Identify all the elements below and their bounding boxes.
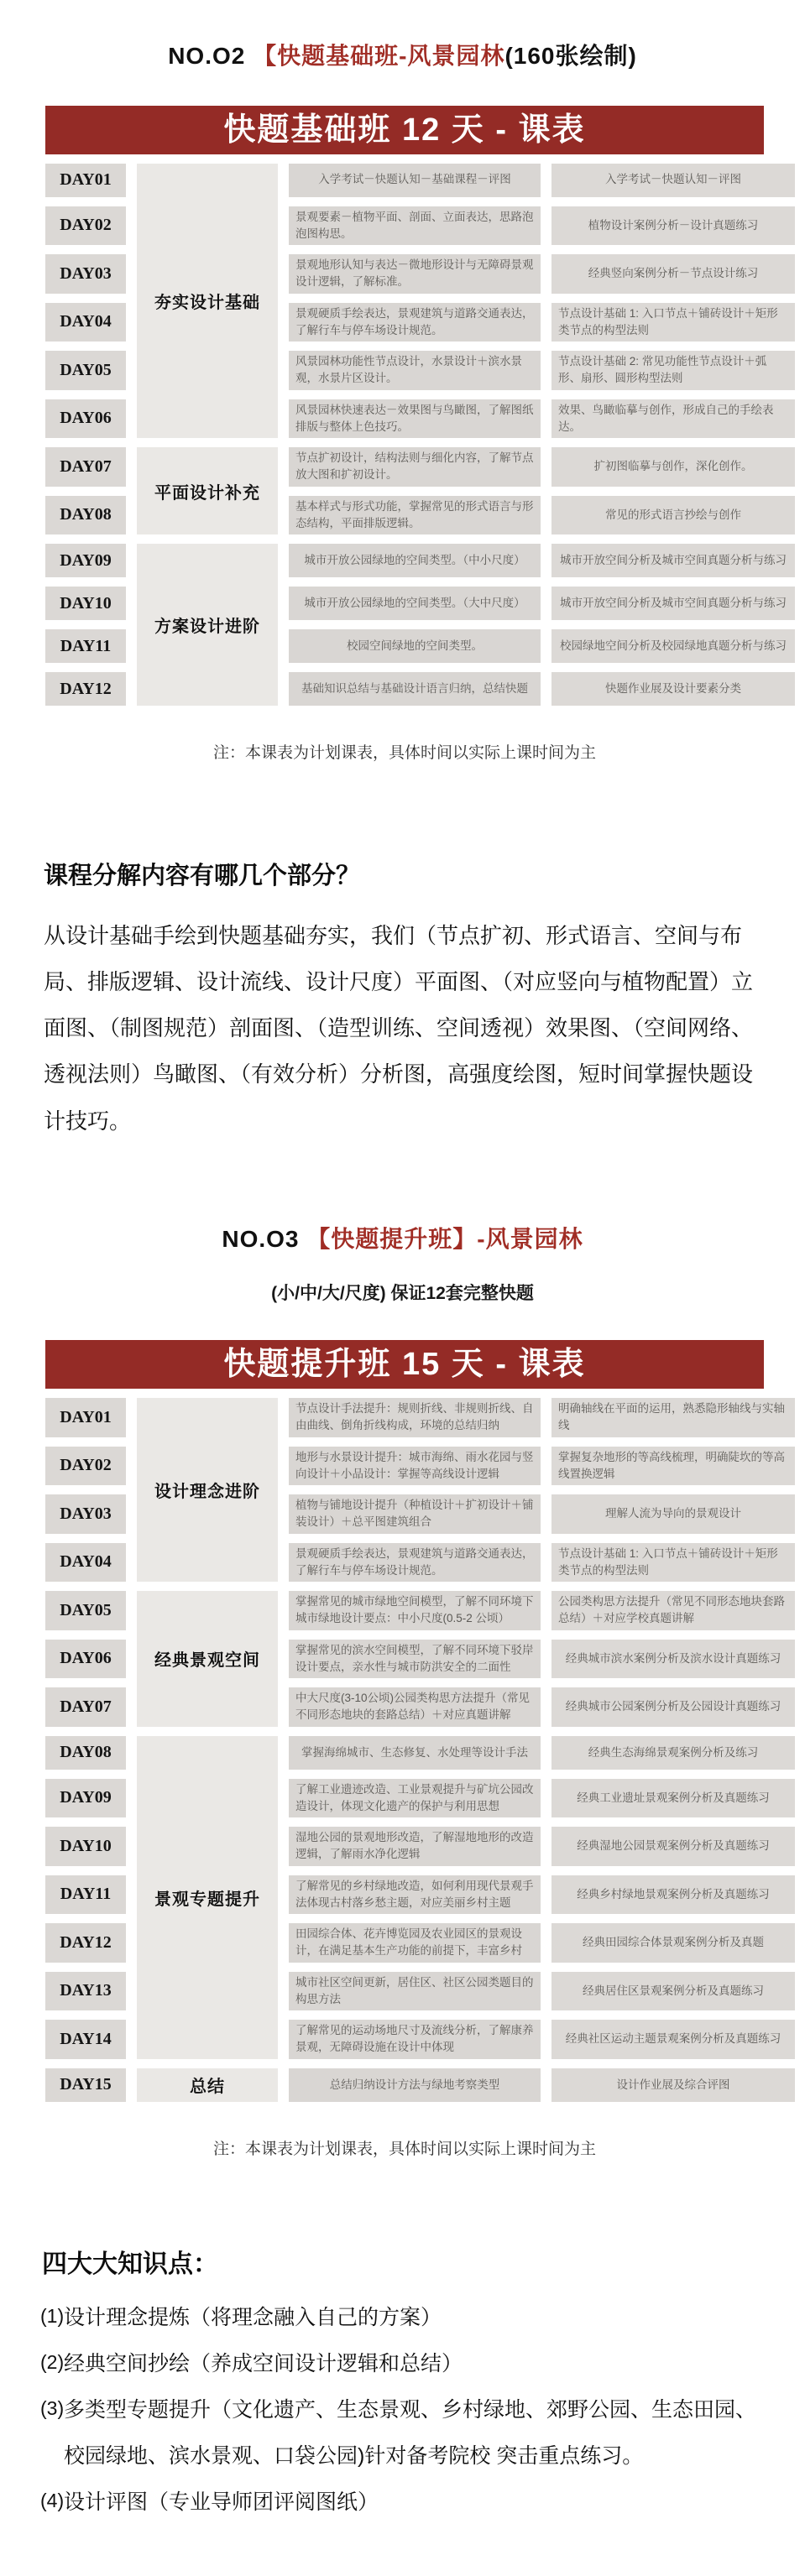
basic-class-title-main: 【快题基础班-风景园林 (253, 43, 505, 69)
lecture-content-cell: 城市社区空间更新，居住区、社区公园类题目的构思方法 (289, 1972, 541, 2011)
practice-content-cell: 经典田园综合体景观案例分析及真题 (551, 1923, 795, 1963)
lecture-content-cell: 节点设计手法提升：规则折线、非规则折线、自由曲线、倒角折线构成，环境的总结归纳 (289, 1398, 541, 1437)
practice-content-cell: 快题作业展及设计要素分类 (551, 672, 795, 706)
day-label-cell: DAY10 (45, 587, 126, 620)
day-label-cell: DAY06 (45, 1640, 126, 1679)
phase-label-cell: 平面设计补充 (137, 447, 278, 534)
practice-content-cell: 经典社区运动主题景观案例分析及真题练习 (551, 2020, 795, 2059)
day-label-cell: DAY08 (45, 496, 126, 535)
practice-content-cell: 节点设计基础 1: 入口节点＋铺砖设计＋矩形类节点的构型法则 (551, 303, 795, 342)
advanced-class-title-prefix: NO.O3 (222, 1225, 307, 1252)
course-table-row (45, 1398, 795, 1437)
lecture-content-cell: 了解常见的乡村绿地改造，如何利用现代景观手法体现古村落乡愁主题，对应美丽乡村主题 (289, 1875, 541, 1915)
lecture-content-cell: 中大尺度(3-10公顷)公园类构思方法提升（常见不同形态地块的套路总结）＋对应真题讲解 (289, 1687, 541, 1727)
practice-content-cell: 植物设计案例分析－设计真题练习 (551, 206, 795, 246)
lecture-content-cell: 风景园林快速表达－效果图与鸟瞰图，了解图纸排版与整体上色技巧。 (289, 399, 541, 439)
phase-label-cell: 景观专题提升 (137, 1736, 278, 2059)
practice-content-cell: 设计作业展及综合评图 (551, 2068, 795, 2102)
knowledge-point-text: 设计理念提炼（将理念融入自己的方案） (64, 2305, 442, 2329)
advanced-course-table (34, 1389, 805, 2111)
basic-table-note: 注：本课表为计划课表，具体时间以实际上课时间为主 (212, 744, 596, 763)
knowledge-point-text: 设计评图（专业导师团评阅图纸） (64, 2490, 379, 2514)
day-label-cell: DAY03 (45, 254, 126, 294)
practice-content-cell: 经典城市滨水案例分析及滨水设计真题练习 (551, 1640, 795, 1679)
advanced-class-title (0, 1145, 805, 1254)
lecture-content-cell: 掌握常见的城市绿地空间模型，了解不同环境下城市绿地设计要点：中小尺度(0.5-2 公顷） (289, 1591, 541, 1630)
practice-content-cell: 城市开放空间分析及城市空间真题分析与练习 (551, 544, 795, 577)
course-breakdown-paragraph: 从设计基础手绘到快题基础夯实，我们（节点扩初、形式语言、空间与布局、排版逻辑、设计流线、设计尺度）平面图、（对应竖向与植物配置）立面图、（制图规范）剖面图、（造型训练、空间透视）效果图、（空间网络、透视法则）鸟瞰图、（有效分析）分析图，高强度绘图，短时间掌握快题设计技巧。 (44, 923, 754, 1134)
day-label-cell: DAY05 (45, 1591, 126, 1630)
lecture-content-cell: 了解常见的运动场地尺寸及流线分析，了解康养景观，无障碍设施在设计中体现 (289, 2020, 541, 2059)
practice-content-cell: 入学考试－快题认知－评图 (551, 164, 795, 197)
day-label-cell: DAY14 (45, 2020, 126, 2059)
day-label-cell: DAY10 (45, 1827, 126, 1866)
advanced-table-note: 注：本课表为计划课表，具体时间以实际上课时间为主 (212, 2140, 596, 2158)
day-label-cell: DAY04 (45, 303, 126, 342)
practice-content-cell: 节点设计基础 1: 入口节点＋铺砖设计＋矩形类节点的构型法则 (551, 1543, 795, 1583)
advanced-class-subtitle: (小/中/大/尺度) 保证12套完整快题 (271, 1284, 534, 1304)
knowledge-point-number: (1) (40, 2304, 65, 2327)
day-label-cell: DAY12 (45, 1923, 126, 1963)
practice-content-cell: 经典城市公园案例分析及公园设计真题练习 (551, 1687, 795, 1727)
lecture-content-cell: 地形与水景设计提升：城市海绵、雨水花园与竖向设计＋小品设计：掌握等高线设计逻辑 (289, 1447, 541, 1486)
knowledge-point-text: 多类型专题提升（文化遗产、生态景观、乡村绿地、郊野公园、生态田园、校园绿地、滨水景观、口袋公园)针对备考院校 突击重点练习。 (64, 2397, 757, 2468)
knowledge-point-item (40, 2341, 765, 2387)
practice-content-cell: 理解人流为导向的景观设计 (551, 1494, 795, 1534)
course-breakdown-heading: 课程分解内容有哪几个部分？ (44, 863, 361, 890)
practice-content-cell: 掌握复杂地形的等高线梳理，明确陡坎的等高线置换逻辑 (551, 1447, 795, 1486)
lecture-content-cell: 景观地形认知与表达－微地形设计与无障碍景观设计逻辑，了解标准。 (289, 254, 541, 294)
day-label-cell: DAY15 (45, 2068, 126, 2102)
lecture-content-cell: 节点扩初设计，结构法则与细化内容，了解节点放大图和扩初设计。 (289, 447, 541, 487)
phase-label-cell: 总结 (137, 2068, 278, 2102)
knowledge-point-item (40, 2387, 765, 2480)
day-label-cell: DAY04 (45, 1543, 126, 1583)
practice-content-cell: 公园类构思方法提升（常见不同形态地块套路总结）＋对应学校真题讲解 (551, 1591, 795, 1630)
day-label-cell: DAY11 (45, 629, 126, 663)
phase-label-cell: 经典景观空间 (137, 1591, 278, 1727)
lecture-content-cell: 植物与铺地设计提升（种植设计＋扩初设计＋铺装设计）＋总平图建筑组合 (289, 1494, 541, 1534)
course-table-row (45, 2068, 795, 2102)
lecture-content-cell: 景观要素－植物平面、剖面、立面表达，思路泡泡图构思。 (289, 206, 541, 246)
course-table-row (45, 1736, 795, 1770)
advanced-course-table-body (45, 1398, 795, 2102)
day-label-cell: DAY09 (45, 544, 126, 577)
basic-class-title (0, 0, 805, 70)
phase-label-cell: 设计理念进阶 (137, 1398, 278, 1582)
advanced-class-title-main: 【快题提升班】-风景园林 (306, 1225, 583, 1252)
day-label-cell: DAY07 (45, 1687, 126, 1727)
day-label-cell: DAY09 (45, 1779, 126, 1818)
knowledge-point-number: (2) (40, 2350, 65, 2373)
practice-content-cell: 扩初图临摹与创作，深化创作。 (551, 447, 795, 487)
lecture-content-cell: 基础知识总结与基础设计语言归纳，总结快题 (289, 672, 541, 706)
knowledge-point-item (40, 2480, 765, 2526)
lecture-content-cell: 总结归纳设计方法与绿地考察类型 (289, 2068, 541, 2102)
course-table-row (45, 164, 795, 197)
practice-content-cell: 常见的形式语言抄绘与创作 (551, 496, 795, 535)
course-table-row (45, 447, 795, 487)
day-label-cell: DAY03 (45, 1494, 126, 1534)
knowledge-points-list (40, 2295, 765, 2526)
day-label-cell: DAY01 (45, 1398, 126, 1437)
day-label-cell: DAY11 (45, 1875, 126, 1915)
phase-label-cell: 夯实设计基础 (137, 164, 278, 439)
lecture-content-cell: 景观硬质手绘表达，景观建筑与道路交通表达，了解行车与停车场设计规范。 (289, 303, 541, 342)
day-label-cell: DAY13 (45, 1972, 126, 2011)
practice-content-cell: 经典湿地公园景观案例分析及真题练习 (551, 1827, 795, 1866)
practice-content-cell: 校园绿地空间分析及校园绿地真题分析与练习 (551, 629, 795, 663)
lecture-content-cell: 入学考试－快题认知－基础课程－评图 (289, 164, 541, 197)
lecture-content-cell: 掌握海绵城市、生态修复、水处理等设计手法 (289, 1736, 541, 1770)
practice-content-cell: 经典乡村绿地景观案例分析及真题练习 (551, 1875, 795, 1915)
day-label-cell: DAY12 (45, 672, 126, 706)
day-label-cell: DAY06 (45, 399, 126, 439)
basic-class-title-suffix: (160张绘制) (504, 43, 637, 69)
basic-class-title-prefix: NO.O2 (168, 43, 254, 69)
basic-table-header-band: 快题基础班 12 天 - 课表 (45, 106, 764, 154)
basic-course-table-body (45, 164, 795, 707)
lecture-content-cell: 湿地公园的景观地形改造，了解湿地地形的改造逻辑，了解雨水净化逻辑 (289, 1827, 541, 1866)
day-label-cell: DAY02 (45, 1447, 126, 1486)
day-label-cell: DAY05 (45, 351, 126, 390)
knowledge-point-item (40, 2295, 765, 2341)
day-label-cell: DAY07 (45, 447, 126, 487)
practice-content-cell: 经典生态海绵景观案例分析及练习 (551, 1736, 795, 1770)
lecture-content-cell: 城市开放公园绿地的空间类型。（大中尺度） (289, 587, 541, 620)
lecture-content-cell: 景观硬质手绘表达，景观建筑与道路交通表达，了解行车与停车场设计规范。 (289, 1543, 541, 1583)
advanced-table-header-band: 快题提升班 15 天 - 课表 (45, 1340, 764, 1389)
lecture-content-cell: 校园空间绿地的空间类型。 (289, 629, 541, 663)
lecture-content-cell: 田园综合体、花卉博览园及农业园区的景观设计，在满足基本生产功能的前提下，丰富乡村 (289, 1923, 541, 1963)
lecture-content-cell: 城市开放公园绿地的空间类型。（中小尺度） (289, 544, 541, 577)
practice-content-cell: 城市开放空间分析及城市空间真题分析与练习 (551, 587, 795, 620)
basic-course-table (34, 154, 805, 716)
day-label-cell: DAY01 (45, 164, 126, 197)
knowledge-point-number: (3) (40, 2396, 65, 2419)
practice-content-cell: 节点设计基础 2: 常见功能性节点设计＋弧形、扇形、圆形构型法则 (551, 351, 795, 390)
phase-label-cell: 方案设计进阶 (137, 544, 278, 706)
practice-content-cell: 效果、鸟瞰临摹与创作，形成自己的手绘表达。 (551, 399, 795, 439)
course-breakdown-section (44, 857, 761, 1145)
practice-content-cell: 经典工业遗址景观案例分析及真题练习 (551, 1779, 795, 1818)
lecture-content-cell: 基本样式与形式功能，掌握常见的形式语言与形态结构，平面排版逻辑。 (289, 496, 541, 535)
practice-content-cell: 经典竖向案例分析－节点设计练习 (551, 254, 795, 294)
lecture-content-cell: 了解工业遗迹改造、工业景观提升与矿坑公园改造设计，体现文化遗产的保护与利用思想 (289, 1779, 541, 1818)
practice-content-cell: 明确轴线在平面的运用，熟悉隐形轴线与实轴线 (551, 1398, 795, 1437)
knowledge-point-text: 经典空间抄绘（养成空间设计逻辑和总结） (64, 2351, 463, 2375)
course-table-row (45, 544, 795, 577)
day-label-cell: DAY08 (45, 1736, 126, 1770)
knowledge-points-section (40, 2243, 765, 2576)
day-label-cell: DAY02 (45, 206, 126, 246)
lecture-content-cell: 风景园林功能性节点设计，水景设计＋滨水景观，水景片区设计。 (289, 351, 541, 390)
knowledge-points-heading: 四大大知识点： (42, 2250, 218, 2278)
practice-content-cell: 经典居住区景观案例分析及真题练习 (551, 1972, 795, 2011)
lecture-content-cell: 掌握常见的滨水空间模型，了解不同环境下驳岸设计要点，亲水性与城市防洪安全的二面性 (289, 1640, 541, 1679)
knowledge-point-number: (4) (40, 2489, 65, 2511)
course-table-row (45, 1591, 795, 1630)
